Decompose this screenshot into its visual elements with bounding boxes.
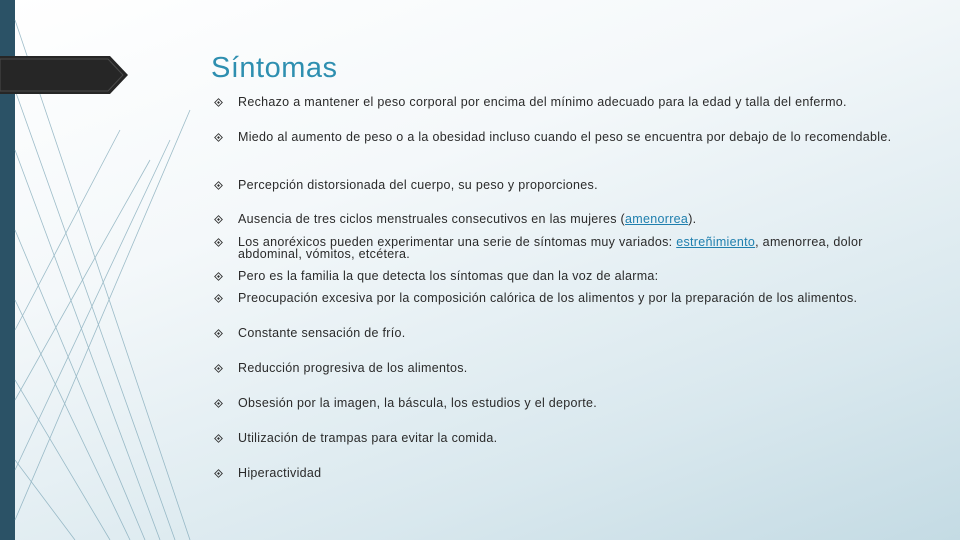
list-item: [214, 467, 914, 479]
list-item: [214, 432, 914, 444]
diamond-bullet-icon: [214, 236, 238, 247]
diamond-bullet-icon: [214, 467, 238, 478]
bullet-text: [238, 397, 597, 409]
bullet-text-part: Constante sensación de frío.: [238, 326, 406, 340]
diamond-bullet-icon: [214, 432, 238, 443]
estrenimiento-link[interactable]: estreñimiento: [676, 235, 756, 249]
list-item: [214, 179, 914, 191]
bullet-text: [238, 467, 321, 479]
bullet-text-part: Rechazo a mantener el peso corporal por encima del mínimo adecuado para la edad y talla del enfermo.: [238, 95, 847, 109]
bullet-text: [238, 96, 847, 108]
diamond-bullet-icon: [214, 270, 238, 281]
list-item: [214, 397, 914, 409]
bullet-text: [238, 131, 891, 143]
bullet-text-part: Pero es la familia la que detecta los síntomas que dan la voz de alarma:: [238, 269, 659, 283]
list-item: [214, 236, 914, 260]
bullet-text-part: ).: [688, 212, 697, 226]
bullet-text-part: Preocupación excesiva por la composición calórica de los alimentos y por la preparación de los alimentos.: [238, 291, 858, 305]
bullet-text-part: Los anoréxicos pueden experimentar una serie de síntomas muy variados:: [238, 235, 677, 249]
diamond-bullet-icon: [214, 397, 238, 408]
bullet-text: [238, 362, 468, 374]
bullet-text: [238, 236, 914, 260]
list-item: [214, 270, 914, 282]
diamond-bullet-icon: [214, 292, 238, 303]
slide-title: Síntomas: [211, 52, 338, 84]
bullet-text: [238, 292, 857, 304]
list-item: [214, 362, 914, 374]
list-item: [214, 213, 914, 225]
list-item: [214, 292, 914, 304]
bullet-text-part: Hiperactividad: [238, 466, 322, 480]
diamond-bullet-icon: [214, 213, 238, 224]
bullet-text-part: Obsesión por la imagen, la báscula, los estudios y el deporte.: [238, 396, 598, 410]
bullet-text-part: Percepción distorsionada del cuerpo, su peso y proporciones.: [238, 178, 598, 192]
bullet-text: [238, 432, 497, 444]
bullet-text: [238, 179, 598, 191]
diamond-bullet-icon: [214, 327, 238, 338]
diamond-bullet-icon: [214, 96, 238, 107]
amenorrea-link[interactable]: amenorrea: [625, 212, 689, 226]
bullet-text-part: , amenorrea, dolor abdominal, vómitos, etcétera.: [238, 235, 863, 261]
list-item: [214, 327, 914, 339]
list-item: [214, 96, 914, 108]
diamond-bullet-icon: [214, 131, 238, 142]
bullet-text-part: Miedo al aumento de peso o a la obesidad incluso cuando el peso se encuentra por debajo de lo recomendable.: [238, 130, 892, 144]
bullet-text: [238, 270, 658, 282]
list-item: [214, 131, 914, 143]
bullet-text-part: Utilización de trampas para evitar la comida.: [238, 431, 498, 445]
diamond-bullet-icon: [214, 362, 238, 373]
bullet-text-part: Ausencia de tres ciclos menstruales consecutivos en las mujeres (: [238, 212, 626, 226]
bullet-text: [238, 213, 696, 225]
title-arrow-icon: [0, 56, 128, 94]
bullet-text-part: Reducción progresiva de los alimentos.: [238, 361, 468, 375]
bullet-text: [238, 327, 406, 339]
diamond-bullet-icon: [214, 179, 238, 190]
